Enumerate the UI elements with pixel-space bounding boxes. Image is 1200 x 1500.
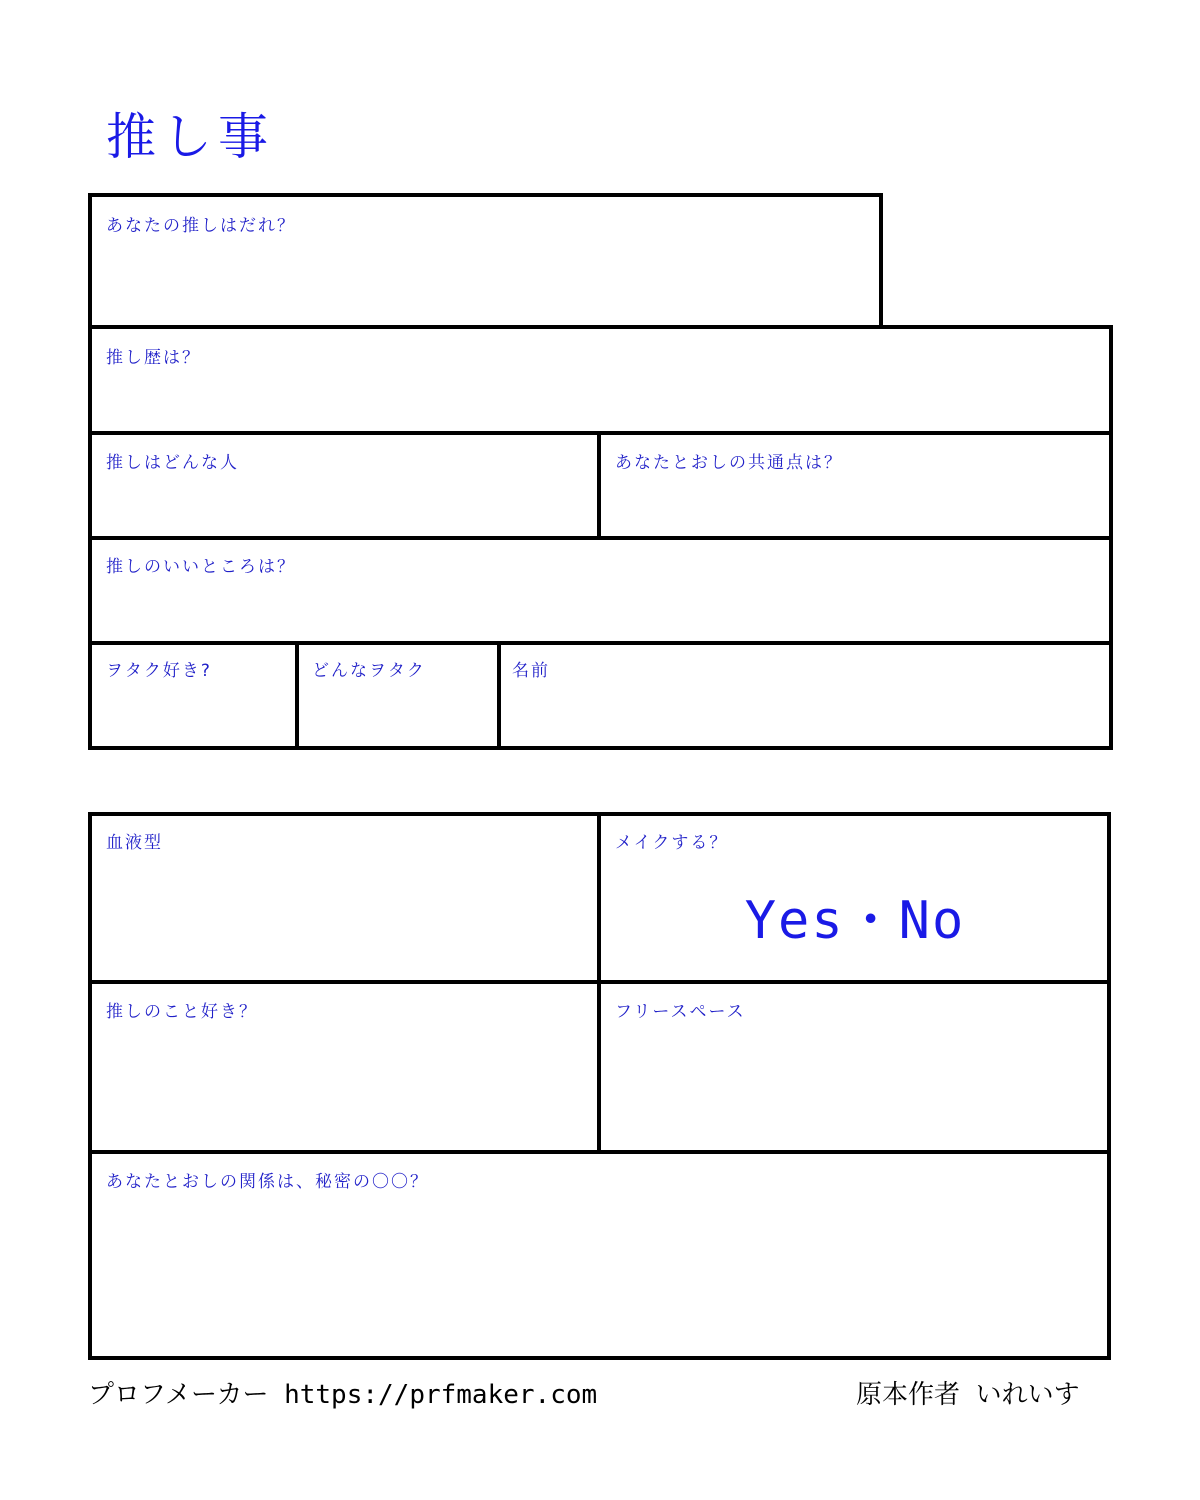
border	[88, 1150, 1111, 1154]
blood-label: 血液型	[106, 833, 163, 853]
border	[295, 641, 299, 750]
history-label: 推し歴は？	[106, 348, 201, 368]
free-space-label: フリースペース	[615, 1002, 746, 1022]
like-label: 推しのこと好き？	[106, 1002, 258, 1022]
otaku-like-label: ヲタク好き?	[106, 661, 212, 681]
footer-credit-left: プロフメーカー https://prfmaker.com	[88, 1380, 598, 1410]
name-label: 名前	[512, 661, 550, 681]
common-label: あなたとおしの共通点は？	[615, 453, 843, 473]
otaku-type-label: どんなヲタク	[312, 661, 426, 681]
border	[88, 812, 92, 1360]
footer-credit-right: 原本作者 いれいす	[856, 1380, 1080, 1410]
person-label: 推しはどんな人	[106, 453, 239, 473]
page-title: 推し事	[106, 108, 274, 166]
relation-label: あなたとおしの関係は、秘密の〇〇？	[106, 1172, 429, 1192]
makeup-label: メイクする？	[615, 833, 729, 853]
border	[879, 193, 883, 329]
border	[88, 325, 1113, 329]
who-label: あなたの推しはだれ？	[106, 216, 296, 236]
border	[88, 1356, 1111, 1360]
border	[497, 641, 501, 750]
border	[88, 536, 1113, 540]
border	[88, 746, 1113, 750]
good-points-label: 推しのいいところは？	[106, 557, 296, 577]
border	[88, 193, 92, 750]
border	[88, 980, 1111, 984]
border	[88, 641, 1113, 645]
border	[597, 431, 601, 539]
border	[88, 193, 883, 197]
makeup-answer: Yes・No	[744, 891, 966, 951]
